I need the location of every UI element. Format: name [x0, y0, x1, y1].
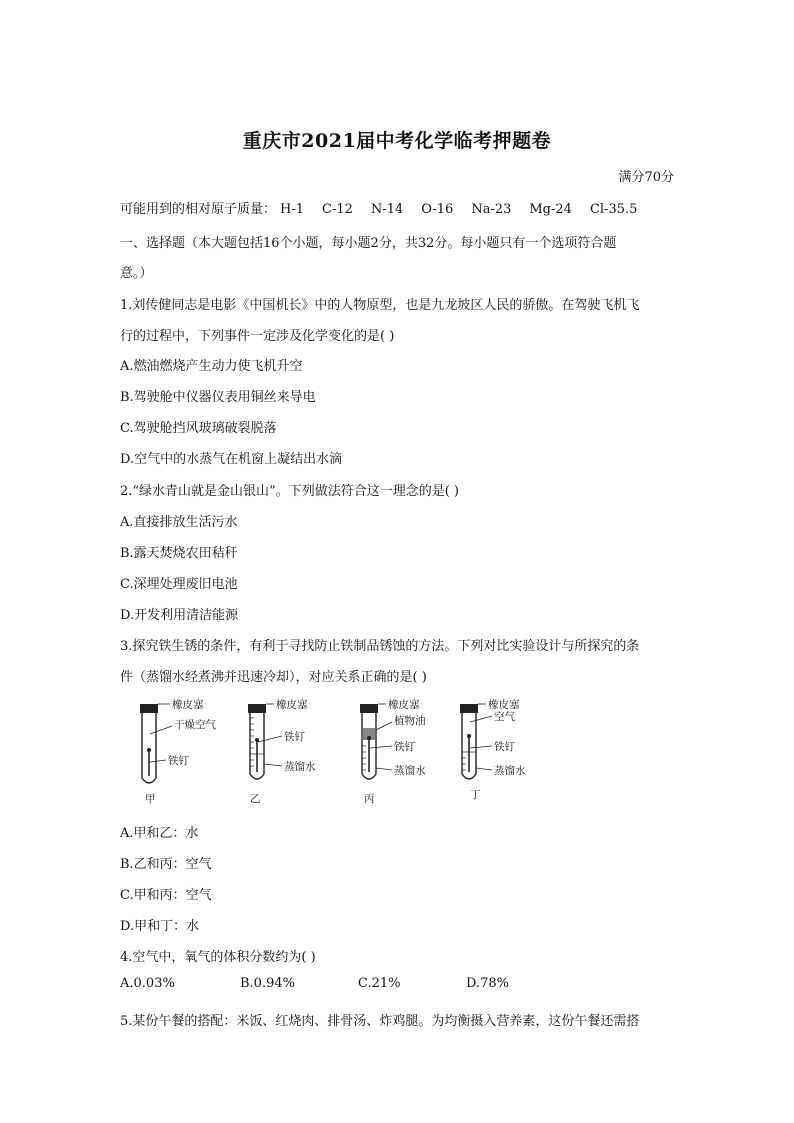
- question-2-stem: 2.“绿水青山就是金山银山”。下列做法符合这一理念的是( ): [120, 484, 459, 499]
- question-1-option-d: D.空气中的水蒸气在机窗上凝结出水滴: [120, 452, 343, 467]
- tube-ding-label-air: 空气: [494, 711, 515, 723]
- tube-yi: [248, 698, 316, 805]
- question-2-option-d: D.开发利用清洁能源: [120, 608, 239, 623]
- tube-jia: [140, 698, 216, 805]
- tube-yi-label-water: 蒸馏水: [284, 761, 316, 773]
- question-4-option-b: B.0.94%: [240, 976, 295, 991]
- question-1-option-b: B.驾驶舱中仪器仪表用铜丝来导电: [120, 390, 316, 405]
- question-1-option-c: C.驾驶舱挡风玻璃破裂脱落: [120, 421, 277, 436]
- question-2-option-a: A.直接排放生活污水: [120, 515, 238, 530]
- question-2-option-c: C.深埋处理废旧电池: [120, 577, 238, 592]
- tube-ding-name: 丁: [470, 789, 481, 801]
- question-1-stem: 1.刘传健同志是电影《中国机长》中的人物原型，也是九龙坡区人民的骄傲。在驾驶飞机飞: [120, 298, 640, 313]
- tube-bing-name: 丙: [364, 793, 375, 805]
- question-3-option-d: D.甲和丁：水: [120, 919, 200, 934]
- mass-item: O-16: [421, 202, 454, 217]
- masses-label: 可能用到的相对原子质量：: [120, 202, 277, 217]
- tube-jia-label-stopper: 橡皮塞: [172, 699, 204, 711]
- question-4-option-a: A.0.03%: [120, 976, 175, 991]
- section-heading: 一、选择题（本大题包括16个小题，每小题2分，共32分。每小题只有一个选项符合题: [120, 236, 617, 251]
- mass-item: H-1: [280, 202, 305, 217]
- question-3-option-c: C.甲和丙：空气: [120, 888, 212, 903]
- tube-yi-label-stopper: 橡皮塞: [276, 699, 308, 711]
- question-5-stem: 5.某份午餐的搭配：米饭、红烧肉、排骨汤、炸鸡腿。为均衡摄入营养素，这份午餐还需搭: [120, 1014, 640, 1029]
- question-2-option-b: B.露天焚烧农田秸秆: [120, 546, 238, 561]
- tube-yi-name: 乙: [250, 793, 261, 805]
- tube-bing-label-water: 蒸馏水: [394, 765, 426, 777]
- mass-item: C-12: [322, 202, 353, 217]
- question-1-stem-cont: 行的过程中，下列事件一定涉及化学变化的是( ): [120, 329, 395, 344]
- atomic-masses: [120, 198, 655, 217]
- tube-ding: [460, 698, 526, 801]
- tube-yi-label-nail: 铁钉: [284, 731, 305, 743]
- tube-bing-label-stopper: 橡皮塞: [388, 699, 420, 711]
- tube-jia-label-dry-air: 干燥空气: [174, 719, 216, 731]
- question-3-option-a: A.甲和乙：水: [120, 826, 199, 841]
- page-title: 重庆市2021届中考化学临考押题卷: [242, 130, 552, 152]
- question-3-option-b: B.乙和丙：空气: [120, 857, 212, 872]
- question-3-stem-cont: 件（蒸馏水经煮沸并迅速冷却），对应关系正确的是( ): [120, 670, 427, 685]
- question-4-option-d: D.78%: [466, 976, 509, 991]
- tube-jia-label-nail: 铁钉: [168, 755, 189, 767]
- mass-item: Mg-24: [529, 202, 572, 217]
- experiment-figure: [120, 690, 560, 808]
- question-4-stem: 4.空气中，氧气的体积分数约为( ): [120, 950, 316, 965]
- tube-bing-label-oil: 植物油: [394, 715, 426, 727]
- mass-item: Na-23: [471, 202, 512, 217]
- tube-bing: [360, 698, 426, 805]
- tube-bing-label-nail: 铁钉: [394, 741, 415, 753]
- section-heading-cont: 意。）: [120, 266, 153, 281]
- mass-item: N-14: [370, 202, 404, 217]
- test-tubes-diagram: [120, 690, 560, 808]
- tube-ding-label-stopper: 橡皮塞: [488, 699, 520, 711]
- question-3-stem: 3.探究铁生锈的条件，有利于寻找防止铁制品锈蚀的方法。下列对比实验设计与所探究的条: [120, 639, 640, 654]
- question-1-option-a: A.燃油燃烧产生动力使飞机升空: [120, 359, 303, 374]
- full-score: 满分70分: [618, 170, 674, 185]
- tube-ding-label-nail: 铁钉: [494, 741, 515, 753]
- question-4-option-c: C.21%: [358, 976, 401, 991]
- mass-item: Cl-35.5: [589, 202, 638, 217]
- tube-ding-label-water: 蒸馏水: [494, 765, 526, 777]
- tube-jia-name: 甲: [145, 793, 156, 805]
